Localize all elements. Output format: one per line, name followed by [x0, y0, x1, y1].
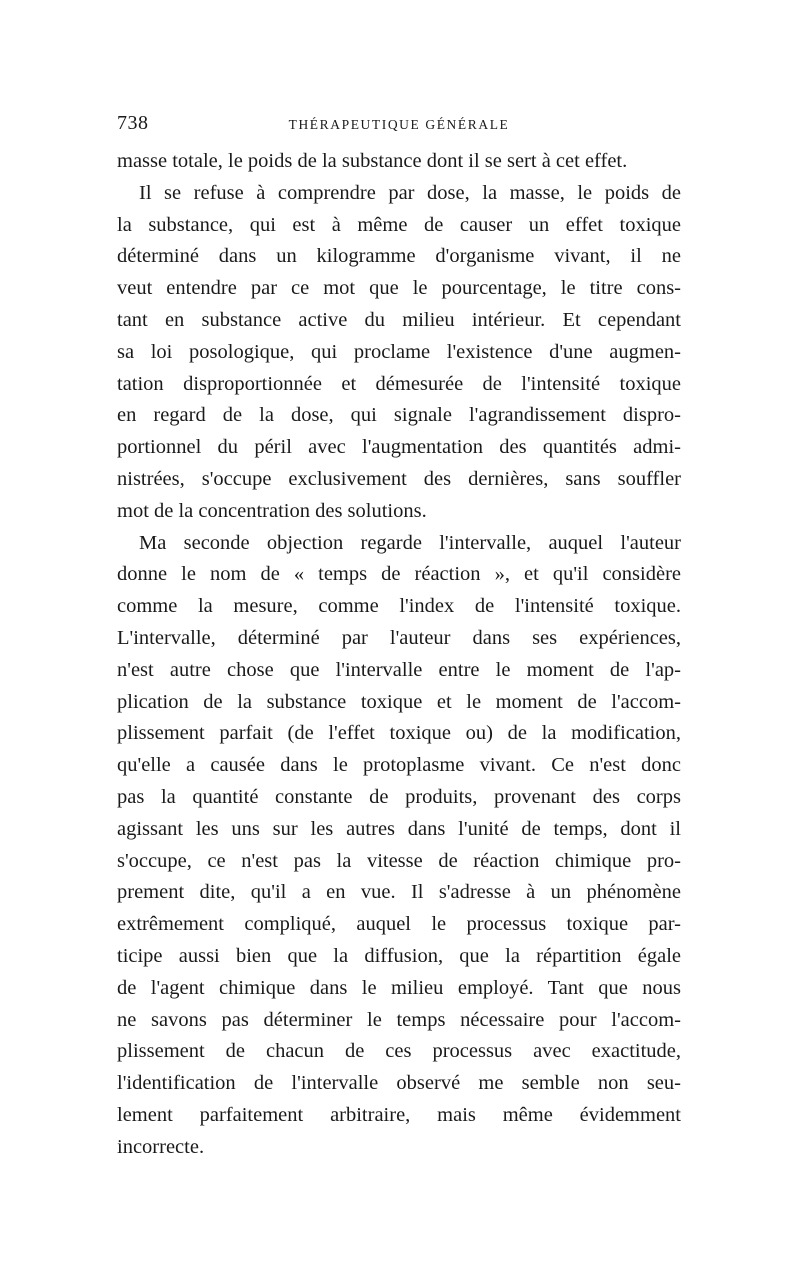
text-line: plissement parfait (de l'effet toxique ou) de la modification,	[117, 722, 681, 745]
text-line: masse totale, le poids de la substance dont il se sert à cet effet.	[117, 150, 628, 172]
text-line: incorrecte.	[117, 1135, 205, 1158]
text-line: Ma seconde objection regarde l'intervalle, auquel l'auteur	[139, 531, 681, 554]
text-line: pas la quantité constante de produits, provenant des corps	[117, 785, 681, 808]
text-line: ticipe aussi bien que la diffusion, que la répartition égale	[117, 944, 681, 967]
text-line: qu'elle a causée dans le protoplasme vivant. Ce n'est donc	[117, 754, 681, 777]
text-line: de l'agent chimique dans le milieu employé. Tant que nous	[117, 976, 681, 999]
text-line: agissant les uns sur les autres dans l'unité de temps, dont il	[117, 817, 681, 840]
text-line: nistrées, s'occupe exclusivement des dernières, sans souffler	[117, 467, 681, 490]
text-line: la substance, qui est à même de causer un effet toxique	[117, 213, 681, 236]
book-page	[117, 112, 681, 1164]
paragraph-2	[117, 178, 681, 528]
text-line: Il se refuse à comprendre par dose, la masse, le poids de	[139, 181, 681, 204]
text-line: tant en substance active du milieu intérieur. Et cependant	[117, 308, 681, 331]
text-line: déterminé dans un kilogramme d'organisme vivant, il ne	[117, 245, 681, 268]
text-line: sa loi posologique, qui proclame l'existence d'une augmen-	[117, 340, 681, 363]
text-line: l'identification de l'intervalle observé me semble non seu-	[117, 1072, 681, 1095]
paragraph-1	[117, 146, 681, 178]
text-line: prement dite, qu'il a en vue. Il s'adresse à un phénomène	[117, 881, 681, 904]
text-line: comme la mesure, comme l'index de l'intensité toxique.	[117, 595, 681, 618]
text-line: portionnel du péril avec l'augmentation des quantités admi-	[117, 436, 681, 459]
text-line: donne le nom de « temps de réaction », et qu'il considère	[117, 563, 681, 586]
text-line: plication de la substance toxique et le moment de l'accom-	[117, 690, 681, 713]
page-number: 738	[117, 112, 149, 134]
text-line: mot de la concentration des solutions.	[117, 499, 427, 522]
page-header	[117, 112, 681, 146]
text-line: plissement de chacun de ces processus avec exactitude,	[117, 1040, 681, 1063]
text-line: n'est autre chose que l'intervalle entre le moment de l'ap-	[117, 658, 681, 681]
text-line: veut entendre par ce mot que le pourcentage, le titre cons-	[117, 277, 681, 300]
running-title: THÉRAPEUTIQUE GÉNÉRALE	[288, 117, 510, 132]
text-line: extrêmement compliqué, auquel le processus toxique par-	[117, 913, 681, 936]
text-line: s'occupe, ce n'est pas la vitesse de réaction chimique pro-	[117, 849, 681, 872]
text-line: en regard de la dose, qui signale l'agrandissement dispro-	[117, 404, 681, 427]
body-text	[117, 146, 681, 1164]
paragraph-3	[117, 528, 681, 1164]
text-line: L'intervalle, déterminé par l'auteur dans ses expériences,	[117, 626, 681, 649]
text-line: tation disproportionnée et démesurée de l'intensité toxique	[117, 372, 681, 395]
text-line: ne savons pas déterminer le temps nécessaire pour l'accom-	[117, 1008, 681, 1031]
text-line: lement parfaitement arbitraire, mais même évidemment	[117, 1103, 681, 1126]
